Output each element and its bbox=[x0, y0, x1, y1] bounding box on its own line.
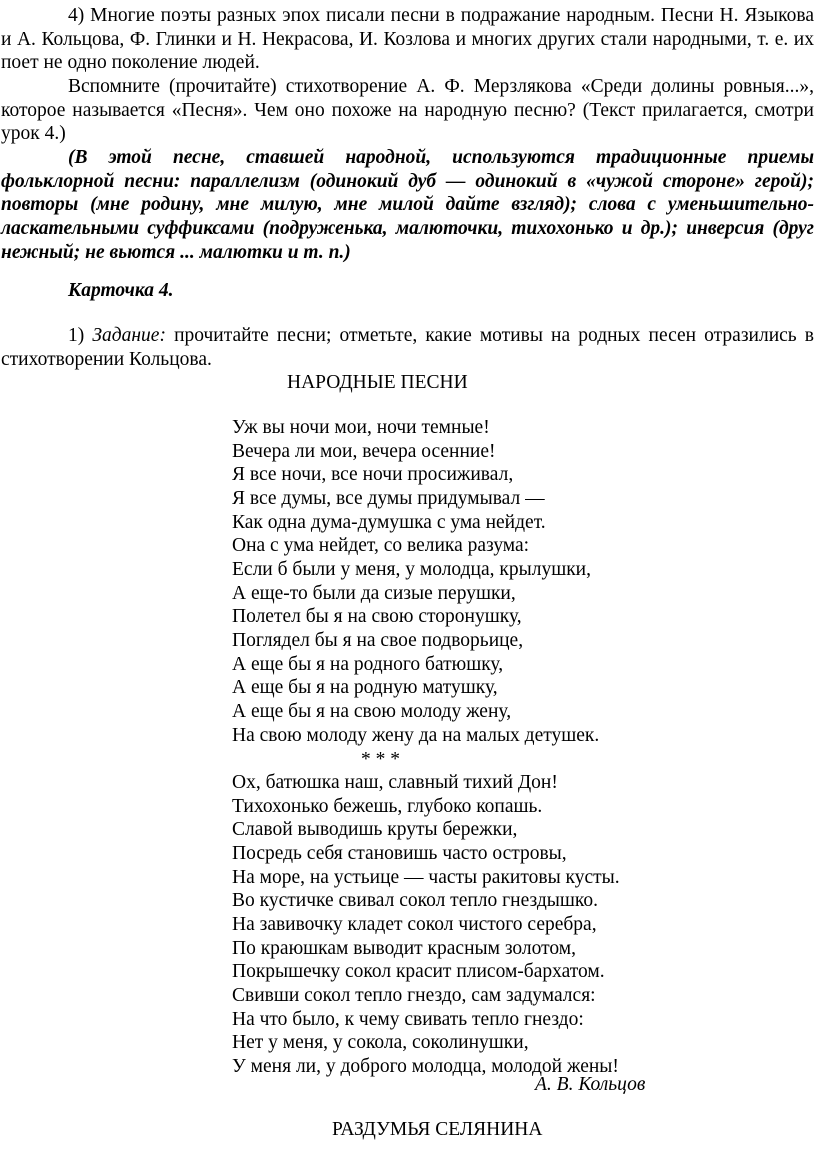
poem-line: Нет у меня, у сокола, соколинушки, bbox=[232, 1032, 529, 1054]
poem-line: Покрышечку сокол красит плисом-бархатом. bbox=[232, 961, 605, 983]
poem-line: А еще-то были да сизые перушки, bbox=[232, 582, 516, 604]
task-paragraph bbox=[1, 324, 814, 371]
card-title: Карточка 4. bbox=[68, 280, 174, 301]
poem-line: По краюшкам выводит красным золотом, bbox=[232, 937, 576, 959]
task-text: прочитайте песни; отметьте, какие мотивы на родных песен отразились в стихотворении Кольцова. bbox=[1, 325, 815, 370]
paragraph-recall-merzlyakov: Вспомните (прочитайте) стихотворение А. Ф. Мерзлякова «Среди долины ровныя...», которое называется «Песня». Чем оно похоже на народную песню? (Текст прилагается, смотри урок 4.) bbox=[1, 76, 814, 145]
poem-line: А еще бы я на родного батюшку, bbox=[232, 653, 504, 675]
poem-line: Уж вы ночи мои, ночи темные! bbox=[232, 417, 490, 438]
poem-line: А еще бы я на родную матушку, bbox=[232, 677, 498, 699]
poem-line: На что было, к чему свивать тепло гнездо: bbox=[232, 1008, 584, 1030]
author-signature: А. В. Кольцов bbox=[535, 1074, 646, 1095]
poem-folk-song-2 bbox=[232, 771, 620, 1079]
next-section-title: РАЗДУМЬЯ СЕЛЯНИНА bbox=[332, 1119, 543, 1140]
poem-line: Посредь себя становишь часто островы, bbox=[232, 842, 567, 864]
task-label: Задание: bbox=[92, 325, 166, 346]
poem-line: Славой выводишь круты бережки, bbox=[232, 819, 518, 841]
poem-line: Я все думы, все думы придумывал — bbox=[232, 487, 545, 509]
poem-line: Во кустичке свивал сокол тепло гнездышко. bbox=[232, 890, 598, 912]
poem-line: Тихохонько бежешь, глубоко копашь. bbox=[232, 795, 543, 817]
poem-line: Свивши сокол тепло гнездо, сам задумался: bbox=[232, 984, 596, 1006]
poem-line: Полетел бы я на свою сторонушку, bbox=[232, 606, 522, 628]
poem-line: А еще бы я на свою молоду жену, bbox=[232, 700, 512, 722]
poem-line: Если б были у меня, у молодца, крылушки, bbox=[232, 558, 591, 580]
stanza-separator: * * * bbox=[361, 749, 400, 770]
paragraph-poets-songs: 4) Многие поэты разных эпох писали песни в подражание народным. Песни Н. Языкова и А. Кольцова, Ф. Глинки и Н. Некрасова, И. Козлова и многих других стали народными, т. е. их поет не одно поколение людей. bbox=[1, 5, 814, 74]
poem-folk-song-1 bbox=[232, 416, 599, 747]
task-number: 1) bbox=[68, 325, 85, 346]
section-title: НАРОДНЫЕ ПЕСНИ bbox=[287, 372, 468, 393]
paragraph-answer-italic: (В этой песне, ставшей народной, используются традиционные приемы фольклорной песни: параллелизм (одинокий дуб — одинокий в «чужой стороне» герой); повторы (мне родину, мне милую, мне милой дайте взгляд); слова с уменьшительно-ласкательными суффиксами (подруженька, малюточки, тихохонько и др.); инверсия (друг нежный; не вьются ... малютки и т. п.) bbox=[1, 147, 814, 263]
poem-line: Вечера ли мои, вечера осенние! bbox=[232, 440, 496, 462]
poem-line: На завивочку кладет сокол чистого серебра, bbox=[232, 913, 597, 935]
poem-line: Я все ночи, все ночи просиживал, bbox=[232, 464, 514, 486]
poem-line: Поглядел бы я на свое подворьице, bbox=[232, 629, 524, 651]
poem-line: Как одна дума-думушка с ума нейдет. bbox=[232, 511, 546, 533]
poem-line: На море, на устьице — часты ракитовы кусты. bbox=[232, 866, 620, 888]
poem-line: Она с ума нейдет, со велика разума: bbox=[232, 535, 530, 557]
poem-line: У меня ли, у доброго молодца, молодой жены! bbox=[232, 1055, 619, 1077]
poem-line: На свою молоду жену да на малых детушек. bbox=[232, 724, 600, 746]
poem-line: Ох, батюшка наш, славный тихий Дон! bbox=[232, 772, 558, 793]
